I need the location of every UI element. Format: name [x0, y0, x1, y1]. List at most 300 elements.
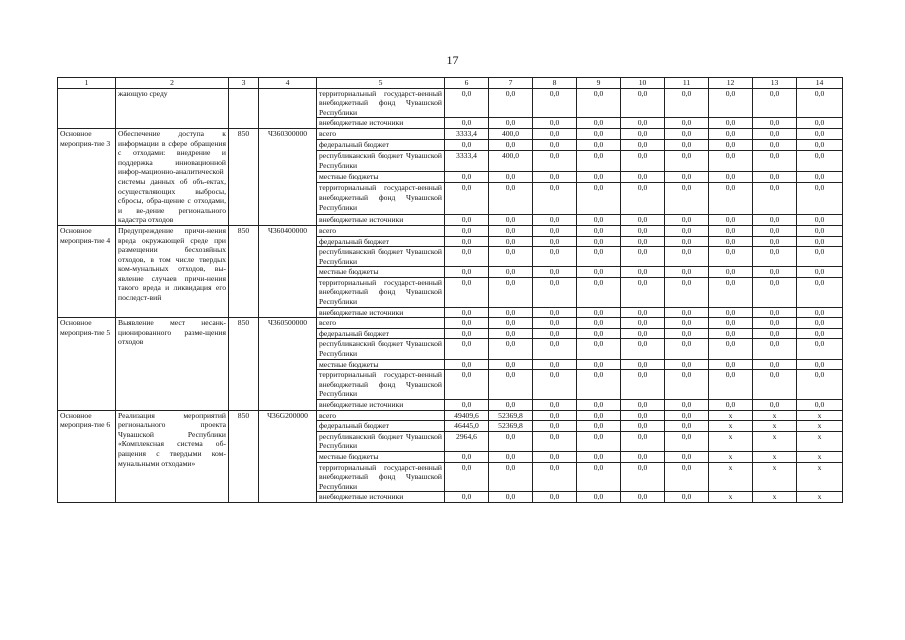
value-cell: 0,0	[533, 451, 577, 462]
header-cell: 7	[489, 78, 533, 89]
value-cell: 0,0	[621, 410, 665, 421]
activity-label: Основное мероприя-тие 3	[58, 128, 116, 225]
value-cell: 0,0	[709, 307, 753, 318]
funding-source: территориальный государст-венный внебюджетный фонд Чувашской Республики	[317, 277, 445, 307]
value-cell: 0,0	[753, 339, 797, 359]
value-cell: 0,0	[577, 247, 621, 267]
value-cell: 0,0	[445, 339, 489, 359]
funding-source: внебюджетные источники	[317, 400, 445, 411]
value-cell: 0,0	[489, 267, 533, 278]
value-cell: х	[709, 431, 753, 451]
value-cell: 0,0	[709, 183, 753, 214]
value-cell: 0,0	[445, 359, 489, 370]
value-cell: 0,0	[665, 370, 709, 400]
value-cell: 0,0	[533, 400, 577, 411]
value-cell: 0,0	[709, 225, 753, 236]
activity-description: Выявление мест несанк-ционированного разме-щения отходов	[116, 318, 229, 410]
value-cell: 0,0	[445, 328, 489, 339]
value-cell: х	[709, 462, 753, 492]
value-cell: 0,0	[665, 318, 709, 329]
value-cell: 0,0	[533, 339, 577, 359]
value-cell: 0,0	[533, 462, 577, 492]
value-cell: 0,0	[665, 247, 709, 267]
value-cell: 0,0	[709, 247, 753, 267]
header-cell: 8	[533, 78, 577, 89]
value-cell: 0,0	[577, 151, 621, 172]
responsible-code: 850	[229, 410, 259, 502]
funding-source: федеральный бюджет	[317, 328, 445, 339]
value-cell: 0,0	[533, 140, 577, 151]
value-cell: 0,0	[665, 307, 709, 318]
value-cell: 0,0	[709, 328, 753, 339]
value-cell: 0,0	[533, 277, 577, 307]
value-cell: 0,0	[489, 214, 533, 225]
value-cell: 0,0	[445, 462, 489, 492]
value-cell: 0,0	[665, 277, 709, 307]
value-cell: 0,0	[577, 267, 621, 278]
value-cell: 0,0	[753, 151, 797, 172]
value-cell: 0,0	[753, 359, 797, 370]
value-cell: 0,0	[621, 247, 665, 267]
value-cell: 0,0	[577, 236, 621, 247]
value-cell: 2964,6	[445, 431, 489, 451]
header-cell: 9	[577, 78, 621, 89]
value-cell: 0,0	[621, 492, 665, 503]
value-cell: 0,0	[489, 172, 533, 183]
value-cell: 3333,4	[445, 151, 489, 172]
value-cell: 0,0	[577, 431, 621, 451]
header-cell: 6	[445, 78, 489, 89]
value-cell: 0,0	[577, 462, 621, 492]
table-row	[58, 318, 843, 329]
budget-code: Ч36G200000	[259, 410, 317, 502]
funding-source: федеральный бюджет	[317, 421, 445, 432]
funding-source: территориальный государст-венный внебюджетный фонд Чувашской Республики	[317, 88, 445, 118]
value-cell: 0,0	[577, 172, 621, 183]
value-cell: 0,0	[621, 267, 665, 278]
value-cell: 0,0	[621, 451, 665, 462]
value-cell: 0,0	[445, 140, 489, 151]
responsible-code: 850	[229, 128, 259, 225]
value-cell: 46445,0	[445, 421, 489, 432]
funding-source: республиканский бюджет Чувашской Республики	[317, 431, 445, 451]
value-cell: 0,0	[665, 172, 709, 183]
value-cell: 0,0	[709, 172, 753, 183]
value-cell: 0,0	[489, 236, 533, 247]
value-cell: 0,0	[489, 370, 533, 400]
activity-description: жающую среду	[116, 88, 229, 128]
value-cell: 0,0	[665, 267, 709, 278]
value-cell: 0,0	[533, 128, 577, 139]
value-cell: 0,0	[753, 328, 797, 339]
value-cell: 0,0	[577, 370, 621, 400]
funding-source: всего	[317, 410, 445, 421]
value-cell: 0,0	[665, 183, 709, 214]
value-cell: х	[797, 492, 843, 503]
value-cell: 0,0	[665, 462, 709, 492]
value-cell: 0,0	[489, 118, 533, 129]
value-cell: 0,0	[665, 410, 709, 421]
value-cell: 0,0	[797, 247, 843, 267]
value-cell: 0,0	[797, 128, 843, 139]
value-cell: 0,0	[797, 118, 843, 129]
value-cell: 0,0	[533, 225, 577, 236]
value-cell: 400,0	[489, 128, 533, 139]
value-cell: 0,0	[797, 140, 843, 151]
value-cell: 0,0	[533, 318, 577, 329]
value-cell: х	[753, 451, 797, 462]
value-cell: 0,0	[665, 431, 709, 451]
value-cell: 0,0	[709, 140, 753, 151]
value-cell: 0,0	[753, 370, 797, 400]
value-cell: х	[797, 410, 843, 421]
value-cell: х	[753, 492, 797, 503]
value-cell: 0,0	[797, 400, 843, 411]
budget-code: Ч360500000	[259, 318, 317, 410]
value-cell: 0,0	[621, 307, 665, 318]
value-cell: 0,0	[753, 172, 797, 183]
value-cell: 0,0	[445, 214, 489, 225]
value-cell: 0,0	[665, 88, 709, 118]
value-cell: 0,0	[709, 151, 753, 172]
value-cell: 0,0	[797, 277, 843, 307]
funding-source: местные бюджеты	[317, 172, 445, 183]
value-cell: 0,0	[533, 359, 577, 370]
value-cell: 0,0	[489, 492, 533, 503]
value-cell: 0,0	[621, 421, 665, 432]
value-cell: 0,0	[445, 236, 489, 247]
budget-code: Ч360300000	[259, 128, 317, 225]
value-cell: 0,0	[621, 277, 665, 307]
value-cell: х	[753, 421, 797, 432]
funding-source: местные бюджеты	[317, 359, 445, 370]
value-cell: 0,0	[753, 277, 797, 307]
value-cell: 0,0	[797, 183, 843, 214]
value-cell: 0,0	[577, 88, 621, 118]
header-cell: 12	[709, 78, 753, 89]
value-cell: 0,0	[753, 183, 797, 214]
value-cell: 0,0	[709, 128, 753, 139]
value-cell: 0,0	[665, 421, 709, 432]
value-cell: 0,0	[709, 277, 753, 307]
value-cell: 0,0	[533, 307, 577, 318]
value-cell: 0,0	[445, 277, 489, 307]
value-cell: 0,0	[665, 339, 709, 359]
header-cell: 2	[116, 78, 229, 89]
value-cell: 0,0	[577, 359, 621, 370]
header-cell: 3	[229, 78, 259, 89]
value-cell: 0,0	[665, 359, 709, 370]
value-cell: 0,0	[577, 318, 621, 329]
value-cell: 0,0	[621, 214, 665, 225]
value-cell: 0,0	[445, 400, 489, 411]
value-cell: 0,0	[753, 267, 797, 278]
value-cell: 0,0	[665, 236, 709, 247]
code-cell	[259, 88, 317, 128]
value-cell: 0,0	[797, 214, 843, 225]
value-cell: 0,0	[445, 451, 489, 462]
activity-description: Предупреждение причи-нения вреда окружающей среде при размещении бесхозяйных отходов, в том числе твердых ком-мунальных отходов, вы-явление случаев причи-нения такого вреда и ликвидация его последст-вий	[116, 225, 229, 317]
value-cell: 0,0	[797, 339, 843, 359]
value-cell: 0,0	[797, 359, 843, 370]
value-cell: 0,0	[621, 370, 665, 400]
value-cell: 0,0	[621, 339, 665, 359]
value-cell: 0,0	[533, 88, 577, 118]
value-cell: 0,0	[533, 328, 577, 339]
value-cell: 0,0	[621, 359, 665, 370]
value-cell: 49409,6	[445, 410, 489, 421]
value-cell: 0,0	[489, 183, 533, 214]
value-cell: 0,0	[797, 267, 843, 278]
value-cell: 0,0	[445, 247, 489, 267]
funding-source: территориальный государст-венный внебюджетный фонд Чувашской Республики	[317, 183, 445, 214]
value-cell: 0,0	[533, 118, 577, 129]
value-cell: 0,0	[797, 318, 843, 329]
value-cell: 0,0	[445, 225, 489, 236]
header-cell: 1	[58, 78, 116, 89]
value-cell: 0,0	[665, 151, 709, 172]
value-cell: 0,0	[577, 128, 621, 139]
value-cell: 0,0	[577, 492, 621, 503]
value-cell: 0,0	[445, 183, 489, 214]
value-cell: 0,0	[753, 118, 797, 129]
value-cell: 0,0	[753, 128, 797, 139]
value-cell: 0,0	[489, 339, 533, 359]
header-cell: 13	[753, 78, 797, 89]
funding-source: республиканский бюджет Чувашской Республики	[317, 339, 445, 359]
value-cell: 0,0	[445, 318, 489, 329]
value-cell: 0,0	[489, 462, 533, 492]
value-cell: 0,0	[577, 277, 621, 307]
value-cell: 0,0	[489, 88, 533, 118]
value-cell: 0,0	[709, 267, 753, 278]
value-cell: 0,0	[533, 421, 577, 432]
header-cell: 11	[665, 78, 709, 89]
value-cell: 0,0	[533, 236, 577, 247]
value-cell: 52369,8	[489, 410, 533, 421]
value-cell: 0,0	[489, 400, 533, 411]
value-cell: 0,0	[445, 88, 489, 118]
value-cell: 0,0	[621, 118, 665, 129]
value-cell: х	[753, 410, 797, 421]
value-cell: 0,0	[753, 400, 797, 411]
funding-source: республиканский бюджет Чувашской Республики	[317, 151, 445, 172]
value-cell: 0,0	[533, 410, 577, 421]
value-cell: 0,0	[621, 328, 665, 339]
value-cell: 0,0	[709, 359, 753, 370]
value-cell: 0,0	[445, 118, 489, 129]
funding-source: внебюджетные источники	[317, 118, 445, 129]
activity-description: Реализация мероприятий регионального проекта Чувашской Республики «Комплексная система об-ращения с твердыми ком-мунальными отходами»	[116, 410, 229, 502]
funding-source: местные бюджеты	[317, 267, 445, 278]
value-cell: х	[709, 492, 753, 503]
value-cell: 0,0	[533, 183, 577, 214]
header-cell: 5	[317, 78, 445, 89]
value-cell: 0,0	[753, 88, 797, 118]
table-row	[58, 410, 843, 421]
value-cell: 0,0	[489, 431, 533, 451]
value-cell: 0,0	[709, 88, 753, 118]
value-cell: 0,0	[577, 118, 621, 129]
value-cell: 0,0	[577, 307, 621, 318]
value-cell: 0,0	[489, 451, 533, 462]
value-cell: 0,0	[797, 151, 843, 172]
value-cell: 0,0	[621, 400, 665, 411]
value-cell: 0,0	[489, 307, 533, 318]
responsible-code: 850	[229, 318, 259, 410]
value-cell: 0,0	[797, 225, 843, 236]
value-cell: 0,0	[489, 247, 533, 267]
funding-source: федеральный бюджет	[317, 236, 445, 247]
value-cell: 0,0	[577, 225, 621, 236]
value-cell: 0,0	[709, 236, 753, 247]
value-cell: 0,0	[665, 128, 709, 139]
value-cell: 0,0	[533, 431, 577, 451]
value-cell: 0,0	[445, 267, 489, 278]
value-cell: 0,0	[753, 236, 797, 247]
value-cell: 0,0	[577, 400, 621, 411]
value-cell: 0,0	[753, 307, 797, 318]
value-cell: 0,0	[489, 359, 533, 370]
financing-table	[57, 77, 843, 503]
table-row	[58, 225, 843, 236]
activity-description: Обеспечение доступа к информации в сфере обращения с отходами: внедрение и поддержка инновационной инфор-мационно-аналитической системы данных об объ-ектах, осуществляющих выбросы, сбросы, обра-щение с отходами, и ве-дение регионального кадастра отходов	[116, 128, 229, 225]
value-cell: 0,0	[621, 183, 665, 214]
funding-source: внебюджетные источники	[317, 214, 445, 225]
value-cell: 0,0	[797, 370, 843, 400]
code-cell	[229, 88, 259, 128]
value-cell: 0,0	[445, 370, 489, 400]
value-cell: 0,0	[709, 370, 753, 400]
value-cell: 0,0	[533, 370, 577, 400]
value-cell: 0,0	[621, 140, 665, 151]
page-number: 17	[446, 53, 459, 67]
value-cell: 0,0	[797, 328, 843, 339]
funding-source: всего	[317, 225, 445, 236]
value-cell: 0,0	[577, 140, 621, 151]
value-cell: 0,0	[621, 88, 665, 118]
header-cell: 14	[797, 78, 843, 89]
table-row	[58, 88, 843, 118]
activity-label: Основное мероприя-тие 5	[58, 318, 116, 410]
value-cell: 0,0	[489, 225, 533, 236]
value-cell: х	[709, 410, 753, 421]
activity-label: Основное мероприя-тие 4	[58, 225, 116, 317]
value-cell: 0,0	[797, 88, 843, 118]
value-cell: 0,0	[577, 421, 621, 432]
value-cell: 0,0	[621, 431, 665, 451]
value-cell: 0,0	[665, 400, 709, 411]
value-cell: х	[709, 421, 753, 432]
value-cell: 0,0	[577, 214, 621, 225]
funding-source: республиканский бюджет Чувашской Республики	[317, 247, 445, 267]
funding-source: внебюджетные источники	[317, 492, 445, 503]
value-cell: 0,0	[577, 410, 621, 421]
value-cell: х	[709, 451, 753, 462]
value-cell: 0,0	[533, 214, 577, 225]
value-cell: 0,0	[445, 492, 489, 503]
value-cell: 0,0	[489, 328, 533, 339]
value-cell: 0,0	[445, 172, 489, 183]
value-cell: 0,0	[533, 267, 577, 278]
value-cell: х	[753, 431, 797, 451]
value-cell: 0,0	[665, 214, 709, 225]
budget-code: Ч360400000	[259, 225, 317, 317]
value-cell: 0,0	[665, 328, 709, 339]
value-cell: 52369,8	[489, 421, 533, 432]
value-cell: х	[753, 462, 797, 492]
value-cell: 0,0	[797, 172, 843, 183]
funding-source: территориальный государст-венный внебюджетный фонд Чувашской Республики	[317, 462, 445, 492]
value-cell: 0,0	[621, 225, 665, 236]
value-cell: 0,0	[621, 128, 665, 139]
funding-source: территориальный государст-венный внебюджетный фонд Чувашской Республики	[317, 370, 445, 400]
value-cell: 0,0	[533, 492, 577, 503]
value-cell: 0,0	[709, 339, 753, 359]
funding-source: федеральный бюджет	[317, 140, 445, 151]
value-cell: 0,0	[533, 172, 577, 183]
value-cell: 0,0	[577, 328, 621, 339]
value-cell: 0,0	[621, 172, 665, 183]
value-cell: 3333,4	[445, 128, 489, 139]
value-cell: х	[797, 431, 843, 451]
value-cell: 0,0	[709, 400, 753, 411]
value-cell: х	[797, 462, 843, 492]
value-cell: 0,0	[577, 183, 621, 214]
value-cell: 0,0	[489, 277, 533, 307]
funding-source: местные бюджеты	[317, 451, 445, 462]
value-cell: 0,0	[753, 225, 797, 236]
value-cell: 0,0	[489, 318, 533, 329]
value-cell: х	[797, 421, 843, 432]
value-cell: 0,0	[665, 118, 709, 129]
value-cell: 0,0	[621, 236, 665, 247]
value-cell: 0,0	[709, 118, 753, 129]
value-cell: 0,0	[621, 151, 665, 172]
value-cell: 0,0	[665, 225, 709, 236]
value-cell: 400,0	[489, 151, 533, 172]
value-cell: 0,0	[753, 318, 797, 329]
value-cell: 0,0	[753, 214, 797, 225]
value-cell: 0,0	[445, 307, 489, 318]
value-cell: 0,0	[665, 140, 709, 151]
header-row	[58, 78, 843, 89]
value-cell: 0,0	[621, 318, 665, 329]
funding-source: всего	[317, 128, 445, 139]
value-cell: 0,0	[621, 462, 665, 492]
value-cell: 0,0	[753, 140, 797, 151]
value-cell: 0,0	[577, 339, 621, 359]
value-cell: 0,0	[665, 492, 709, 503]
value-cell: 0,0	[577, 451, 621, 462]
value-cell: 0,0	[665, 451, 709, 462]
header-cell: 4	[259, 78, 317, 89]
funding-source: всего	[317, 318, 445, 329]
funding-source: внебюджетные источники	[317, 307, 445, 318]
activity-label: Основное мероприя-тие 6	[58, 410, 116, 502]
value-cell: 0,0	[797, 307, 843, 318]
value-cell: 0,0	[709, 214, 753, 225]
value-cell: 0,0	[489, 140, 533, 151]
value-cell: 0,0	[533, 247, 577, 267]
table-row	[58, 128, 843, 139]
value-cell: 0,0	[797, 236, 843, 247]
value-cell: х	[797, 451, 843, 462]
header-cell: 10	[621, 78, 665, 89]
activity-label-cell	[58, 88, 116, 128]
responsible-code: 850	[229, 225, 259, 317]
value-cell: 0,0	[709, 318, 753, 329]
